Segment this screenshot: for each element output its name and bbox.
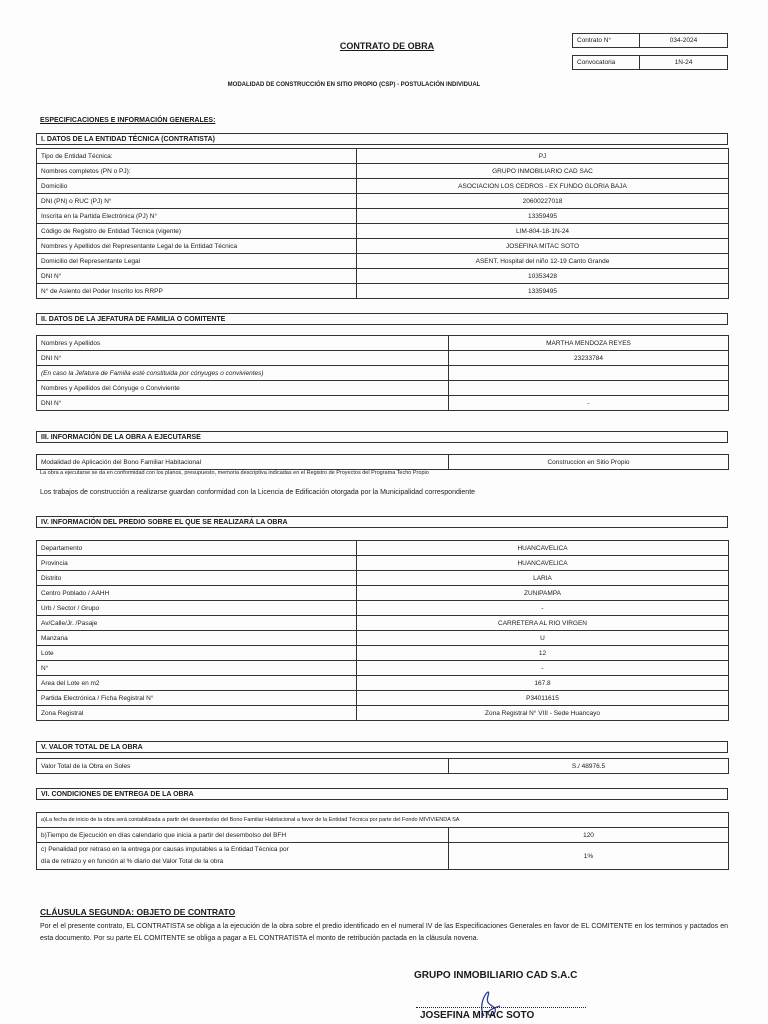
row-value: 23233784 [449,351,729,366]
section-3-note-1: La obra a ejecutarse se da en conformidad con los planos, presupuesto, memoria descriptiva indicadas en el Registro de Proyectos del Programa Techo Propio [40,470,429,476]
row-value: U [357,631,729,646]
table-row [37,676,729,691]
row-value: HUANCAVELICA [357,556,729,571]
row-value: MARTHA MENDOZA REYES [449,336,729,351]
table-row [37,586,729,601]
section-3-table [36,454,729,470]
table-row [37,616,729,631]
row-value: - [357,661,729,676]
clause-title: CLÁUSULA SEGUNDA: OBJETO DE CONTRATO [40,907,236,917]
condition-c-label-line-1: c) Penalidad por retraso en la entrega por causas imputables a la Entidad Técnica por [41,846,289,853]
section-3-note-2: Los trabajos de construcción a realizarse guardan conformidad con la Licencia de Edificación otorgada por la Municipalidad correspondiente [40,489,476,496]
row-label: DNI (PN) o RUC (PJ) N° [37,194,357,209]
table-row [37,351,729,366]
document-title: CONTRATO DE OBRA [339,41,435,51]
table-row [37,269,729,284]
row-label: DNI N° [37,351,449,366]
call-label: Convocatoria [573,56,640,70]
row-label: Centro Poblado / AAHH [37,586,357,601]
section-6-table [36,812,729,870]
table-row [37,691,729,706]
row-label: Area del Lote en m2 [37,676,357,691]
row-label: Lote [37,646,357,661]
row-value: LIM-804-18-1N-24 [357,224,729,239]
row-value: CARRETERA AL RIO VIRGEN [357,616,729,631]
condition-c-label-line-2: día de retrazo y en función al % diario del Valor Total de la obra [41,858,224,865]
row-label: Modalidad de Aplicación del Bono Familiar Habitacional [37,455,449,470]
table-row [37,396,729,411]
row-value: Zona Registral N° VIII - Sede Huancayo [357,706,729,721]
section-1-title: I. DATOS DE LA ENTIDAD TÉCNICA (CONTRATISTA) [36,133,728,145]
table-row [37,239,729,254]
row-label: (En caso la Jefatura de Familia esté constituida por cónyuges o convivientes) [37,366,449,381]
condition-a: a)La fecha de inicio de la obra será contabilizada a partir del desembolso del Bono Familiar Habitacional a favor de la Entidad Técnica por parte del Fondo MIVIVIENDA SA [37,813,729,828]
table-row [37,661,729,676]
section-6-title: VI. CONDICIONES DE ENTREGA DE LA OBRA [36,788,728,800]
contract-number-value: 034-2024 [640,34,728,48]
signature-company: GRUPO INMOBILIARIO CAD S.A.C [414,970,578,981]
signature-line [416,1007,586,1008]
row-label: Nombres completos (PN o PJ): [37,164,357,179]
row-value: 12 [357,646,729,661]
table-row [37,179,729,194]
row-label: DNI N° [37,269,357,284]
specs-heading: ESPECIFICACIONES E INFORMACIÓN GENERALES: [40,117,216,124]
signature-name: JOSEFINA MITAC SOTO [420,1010,535,1021]
section-2-title: II. DATOS DE LA JEFATURA DE FAMILIA O COMITENTE [36,313,728,325]
condition-b-value: 120 [449,828,729,843]
table-row [37,556,729,571]
table-row [37,571,729,586]
row-label: Departamento [37,541,357,556]
table-row [37,455,729,470]
row-value: - [449,396,729,411]
call-info-box [572,55,728,70]
condition-b-label: b)Tiempo de Ejecución en días calendario que inicia a partir del desembolso del BFH [37,828,449,843]
row-label: Nombres y Apellidos del Representante Legal de la Entidad Técnica [37,239,357,254]
section-4-table [36,540,729,721]
row-label: Nombres y Apellidos del Cónyuge o Conviviente [37,381,449,396]
row-value: 10353428 [357,269,729,284]
contract-info-box [572,33,728,48]
row-label: Manzana [37,631,357,646]
row-label: Provincia [37,556,357,571]
table-row [37,646,729,661]
row-label: Av/Calle/Jr. /Pasaje [37,616,357,631]
table-row [37,336,729,351]
row-label: Código de Registro de Entidad Técnica (vigente) [37,224,357,239]
call-value: 1N-24 [640,56,728,70]
row-value: HUANCAVELICA [357,541,729,556]
clause-text: Por el el presente contrato, EL CONTRATISTA se obliga a la ejecución de la obra sobre el predio identificado en el numeral IV de las Especificaciones Generales en favor de EL COMITENTE en los terminos y pactados en esta documento. Por su parte EL COMITENTE se obliga a pagar a EL CONTRATISTA el monto de retribución pactada en la cláusula novena. [40,923,728,942]
section-4-title: IV. INFORMACIÓN DEL PREDIO SOBRE EL QUE SE REALIZARÁ LA OBRA [36,516,728,528]
row-value: JOSEFINA MITAC SOTO [357,239,729,254]
total-value: S./ 48976.5 [449,759,729,774]
condition-c-value: 1% [449,843,729,870]
table-row [37,284,729,299]
row-value: 13359495 [357,284,729,299]
section-2-table [36,335,729,411]
row-label: Zona Registral [37,706,357,721]
row-value: ASOCIACION LOS CEDROS - EX FUNDO GLORIA BAJA [357,179,729,194]
table-row [37,209,729,224]
section-5-table [36,758,729,774]
row-value: PJ [357,149,729,164]
row-label: N° de Asiento del Poder Inscrito los RRPP [37,284,357,299]
section-1-table [36,148,729,299]
row-label: Distrito [37,571,357,586]
row-label: N° [37,661,357,676]
table-row [37,254,729,269]
table-row [37,381,729,396]
row-value: - [357,601,729,616]
table-row [37,164,729,179]
table-row [37,843,729,870]
row-value: ASENT. Hospital del niño 12-19 Canto Grande [357,254,729,269]
row-value: 167.8 [357,676,729,691]
table-row [37,631,729,646]
table-row [37,224,729,239]
table-row [37,601,729,616]
row-value: LARIA [357,571,729,586]
table-row [37,541,729,556]
row-value: GRUPO INMOBILIARIO CAD SAC [357,164,729,179]
section-3-title: III. INFORMACIÓN DE LA OBRA A EJECUTARSE [36,431,728,443]
table-row [37,194,729,209]
row-value: 13359495 [357,209,729,224]
row-label: Domicilio [37,179,357,194]
row-label: Nombres y Apellidos [37,336,449,351]
document-subtitle: MODALIDAD DE CONSTRUCCIÓN EN SITIO PROPIO (CSP) - POSTULACIÓN INDIVIDUAL [227,82,481,88]
row-value: Construccion en Sitio Propio [449,455,729,470]
row-label: Urb / Sector / Grupo [37,601,357,616]
row-label: Valor Total de la Obra en Soles [37,759,449,774]
table-row [37,366,729,381]
contract-number-label: Contrato N° [573,34,640,48]
row-label: Inscrita en la Partida Electrónica (PJ) N° [37,209,357,224]
table-row [37,706,729,721]
section-5-title: V. VALOR TOTAL DE LA OBRA [36,741,728,753]
row-label: DNI N° [37,396,449,411]
row-value: P34011615 [357,691,729,706]
row-label: Tipo de Entidad Técnica: [37,149,357,164]
row-label: Domicilio del Representante Legal [37,254,357,269]
row-value [449,366,729,381]
table-row [37,813,729,828]
row-label: Partida Electrónica / Ficha Registral N° [37,691,357,706]
table-row [37,828,729,843]
condition-c-label [37,843,449,870]
row-value: 20600227018 [357,194,729,209]
row-value: ZUNIPAMPA [357,586,729,601]
table-row [37,759,729,774]
row-value [449,381,729,396]
table-row [37,149,729,164]
